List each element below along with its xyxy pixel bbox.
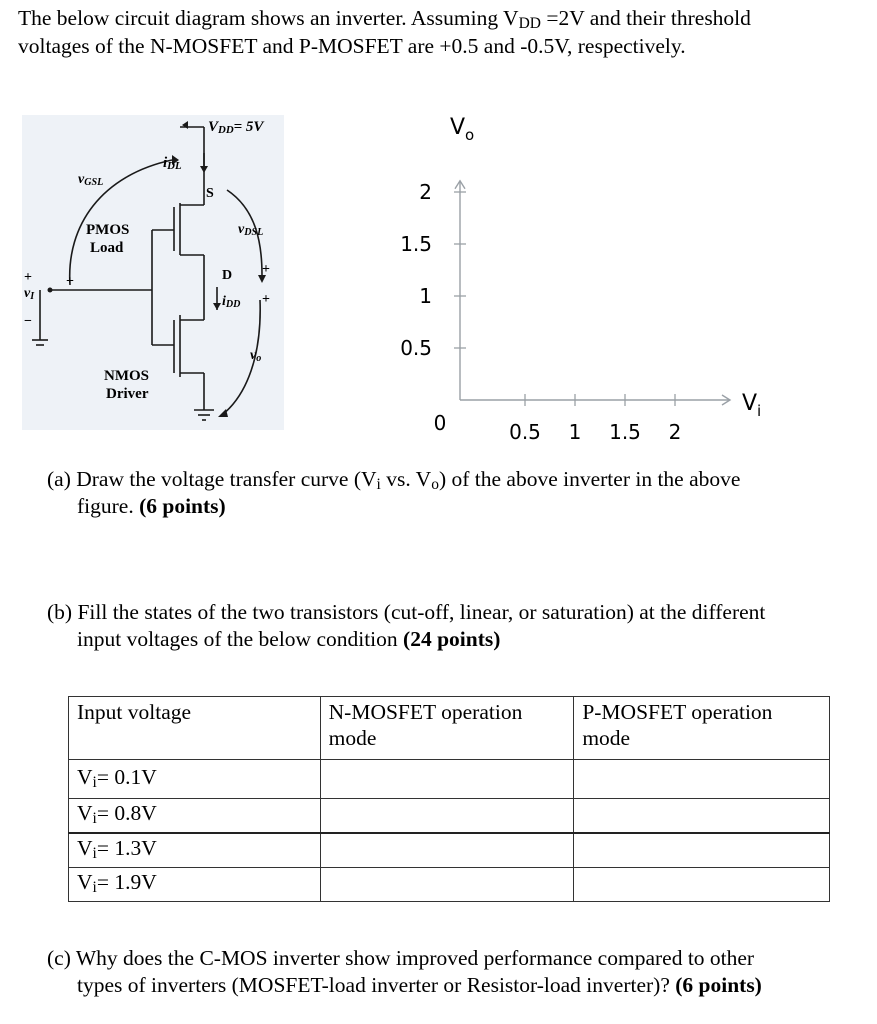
input-voltage-cell: $V_i= 0.8V$ <box>69 799 321 834</box>
nmos-mode-cell[interactable] <box>320 760 574 799</box>
y-tick-label: 1 <box>419 284 432 308</box>
x-axis-label: V <box>742 391 758 416</box>
y-tick-label: 2 <box>419 180 432 204</box>
plus-sign-gate: + <box>66 274 74 289</box>
table-row <box>69 799 830 834</box>
nmos-mode-cell[interactable] <box>320 833 574 868</box>
pmos-mode-cell[interactable] <box>574 833 830 868</box>
input-voltage-label: $v_I$ <box>24 286 35 303</box>
plus-sign-vo: + <box>262 292 270 307</box>
part-b-question: (b) Fill the states of the two transistors (cut-off, linear, or saturation) at the different input voltages of the below condition (24 points) <box>47 600 766 651</box>
plus-sign-vdsl: + <box>262 262 270 277</box>
drain-label: D <box>222 268 233 283</box>
pmos-mode-cell[interactable] <box>574 760 830 799</box>
problem-intro <box>18 4 868 60</box>
vdd-label: $V_{DD}= 5V$ <box>208 119 264 137</box>
x-tick-label: 1.5 <box>609 420 641 444</box>
y-tick-label: 0.5 <box>400 336 432 360</box>
output-voltage-label: $v_o$ <box>250 348 262 365</box>
x-tick-label: 2 <box>668 420 682 444</box>
transistor-state-table <box>68 696 830 902</box>
intro-line-2: voltages of the N-MOSFET and P-MOSFET are +0.5 and -0.5V, respectively. <box>18 34 686 58</box>
nmos-mode-cell[interactable] <box>320 799 574 834</box>
origin-label: 0 <box>433 411 447 435</box>
vgsl-label: $v_{GSL}$ <box>78 172 104 189</box>
input-voltage-cell: $V_i= 1.9V$ <box>69 868 321 902</box>
pmos-mode-cell[interactable] <box>574 868 830 902</box>
header-pmos-mode: P-MOSFET operation mode <box>574 697 830 760</box>
table-row <box>69 833 830 868</box>
idl-label: $i_{DL}$ <box>163 155 182 173</box>
input-voltage-cell: $V_i= 1.3V$ <box>69 833 321 868</box>
part-b-points: (24 points) <box>403 627 501 651</box>
part-c-question: (c) Why does the C-MOS inverter show improved performance compared to other types of inverters (MOSFET-load inverter or Resistor-load inverter)? (6 points) <box>47 946 762 997</box>
intro-line-1: The below circuit diagram shows an inverter. Assuming $V_{DD} =2V$ and their threshold <box>18 6 751 33</box>
plus-sign-input: + <box>24 270 32 285</box>
table-header-row <box>69 697 830 760</box>
minus-sign-input: − <box>24 314 32 329</box>
nmos-label: NMOS <box>104 368 149 384</box>
y-axis-label-subscript: o <box>465 126 475 144</box>
table-row <box>69 760 830 799</box>
x-axis-label-subscript: i <box>757 402 762 420</box>
voltage-transfer-plot <box>390 110 762 455</box>
part-c-points: (6 points) <box>675 973 762 997</box>
input-voltage-cell: $V_i= 0.1V$ <box>69 760 321 799</box>
idd-label: $i_{DD}$ <box>222 294 241 311</box>
inverter-circuit-diagram <box>22 115 284 430</box>
x-tick-label: 0.5 <box>509 420 541 444</box>
vdsl-label: $v_{DSL}$ <box>238 222 264 239</box>
part-a-points: (6 points) <box>139 494 226 518</box>
table-row <box>69 868 830 902</box>
source-label: S <box>206 186 214 201</box>
pmos-label: PMOS <box>86 222 130 238</box>
header-input-voltage: Input voltage <box>69 697 321 760</box>
driver-label: Driver <box>106 386 149 402</box>
y-tick-label: 1.5 <box>400 232 432 256</box>
part-a-question: (a) Draw the voltage transfer curve ($V_i$ vs. $V_o$) of the above inverter in the above figure. (6 points) <box>47 467 741 518</box>
x-tick-label: 1 <box>568 420 582 444</box>
header-nmos-mode: N-MOSFET operation mode <box>320 697 574 760</box>
nmos-mode-cell[interactable] <box>320 868 574 902</box>
load-label: Load <box>90 240 124 256</box>
pmos-mode-cell[interactable] <box>574 799 830 834</box>
y-axis-label: V <box>450 115 466 140</box>
